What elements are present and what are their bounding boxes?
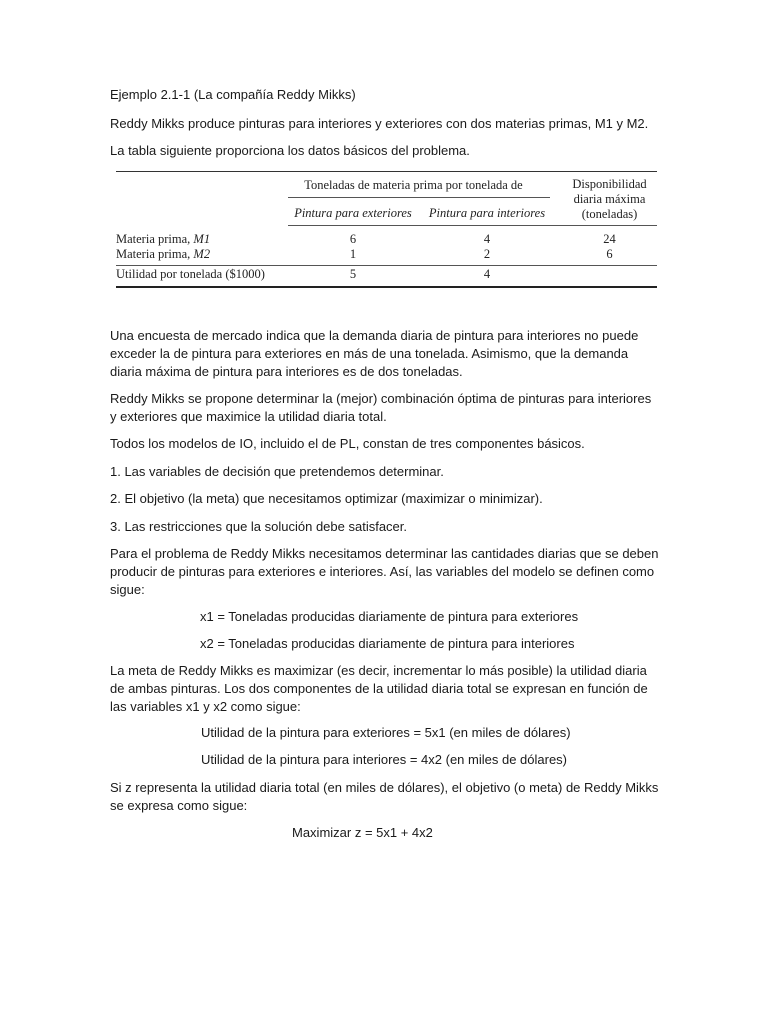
- goal-paragraph-line-1: Reddy Mikks se propone determinar la (mejor) combinación óptima de pinturas para interiores: [110, 391, 652, 406]
- variables-paragraph-line-1: Para el problema de Reddy Mikks necesitamos determinar las cantidades diarias que se deben: [110, 546, 659, 561]
- list-item-2: 2. El objetivo (la meta) que necesitamos optimizar (maximizar o minimizar).: [110, 491, 543, 506]
- variables-paragraph-line-2: producir de pinturas para exteriores e interiores. Así, las variables del modelo se definen como: [110, 564, 655, 579]
- meta-paragraph-line-2: de ambas pinturas. Los dos componentes de la utilidad diaria total se expresan en función de: [110, 681, 648, 696]
- table-row-m1-disp: 24: [603, 232, 616, 246]
- z-paragraph-line-1: Si z representa la utilidad diaria total (en miles de dólares), el objetivo (o meta) de Reddy Mikks: [110, 780, 659, 795]
- table-utility-ext: 5: [349, 267, 357, 281]
- objective-function: Maximizar z = 5x1 + 4x2: [292, 825, 433, 840]
- table-row-m2-disp: 6: [606, 247, 613, 261]
- table-row-m2-int: 2: [483, 247, 491, 261]
- definition-x2: x2 = Toneladas producidas diariamente de pintura para interiores: [200, 636, 575, 651]
- meta-paragraph-line-3: las variables x1 y x2 como sigue:: [110, 699, 301, 714]
- table-header-interiores: Pintura para interiores: [428, 206, 546, 220]
- table-row-m1-label: [116, 232, 210, 246]
- row-label-prefix: Materia prima,: [116, 247, 194, 261]
- list-item-3: 3. Las restricciones que la solución debe satisfacer.: [110, 519, 408, 534]
- utility-interiores: Utilidad de la pintura para interiores = 4x2 (en miles de dólares): [201, 752, 567, 767]
- models-paragraph: Todos los modelos de IO, incluido el de PL, constan de tres componentes básicos.: [110, 436, 585, 451]
- list-item-1: 1. Las variables de decisión que pretendemos determinar.: [110, 464, 444, 479]
- utility-exteriores: Utilidad de la pintura para exteriores = 5x1 (en miles de dólares): [201, 725, 571, 740]
- table-bottom-rule: [116, 286, 657, 288]
- table-utility-label: Utilidad por tonelada ($1000): [116, 267, 265, 281]
- market-paragraph-line-3: diaria máxima de pintura para interiores es de dos toneladas.: [110, 364, 463, 379]
- table-header-disp-1: Disponibilidad: [572, 177, 647, 191]
- meta-paragraph-line-1: La meta de Reddy Mikks es maximizar (es decir, incrementar lo más posible) la utilidad diaria: [110, 663, 647, 678]
- table-intro: La tabla siguiente proporciona los datos básicos del problema.: [110, 143, 470, 158]
- goal-paragraph-line-2: y exteriores que maximice la utilidad diaria total.: [110, 409, 387, 424]
- table-row-m2-label: [116, 247, 210, 261]
- z-paragraph-line-2: se expresa como sigue:: [110, 798, 248, 813]
- table-row-m1-ext: 6: [349, 232, 357, 246]
- example-title: Ejemplo 2.1-1 (La compañía Reddy Mikks): [110, 87, 356, 102]
- table-utility-int: 4: [483, 267, 491, 281]
- row-label-var: M1: [193, 232, 211, 246]
- table-group-header: Toneladas de materia prima por tonelada de: [304, 178, 523, 192]
- market-paragraph-line-2: exceder la de pintura para exteriores en más de una tonelada. Asimismo, que la demanda: [110, 346, 629, 361]
- table-header-disp-3: (toneladas): [581, 207, 638, 221]
- table-header-disp-2: diaria máxima: [573, 192, 646, 206]
- raw-materials-table: [116, 171, 657, 289]
- row-label-prefix: Materia prima,: [116, 232, 194, 246]
- table-top-rule: [116, 171, 657, 172]
- table-header-exteriores: Pintura para exteriores: [294, 206, 412, 220]
- table-mid-rule: [116, 265, 657, 266]
- variables-paragraph-line-3: sigue:: [110, 582, 145, 597]
- row-label-var: M2: [193, 247, 211, 261]
- definition-x1: x1 = Toneladas producidas diariamente de pintura para exteriores: [200, 609, 579, 624]
- table-row-m2-ext: 1: [349, 247, 357, 261]
- table-group-rule: [288, 197, 550, 198]
- market-paragraph-line-1: Una encuesta de mercado indica que la demanda diaria de pintura para interiores no puede: [110, 328, 639, 343]
- table-header-rule: [288, 225, 657, 226]
- table-row-m1-int: 4: [483, 232, 491, 246]
- intro-paragraph: Reddy Mikks produce pinturas para interiores y exteriores con dos materias primas, M1 y M2.: [110, 116, 649, 131]
